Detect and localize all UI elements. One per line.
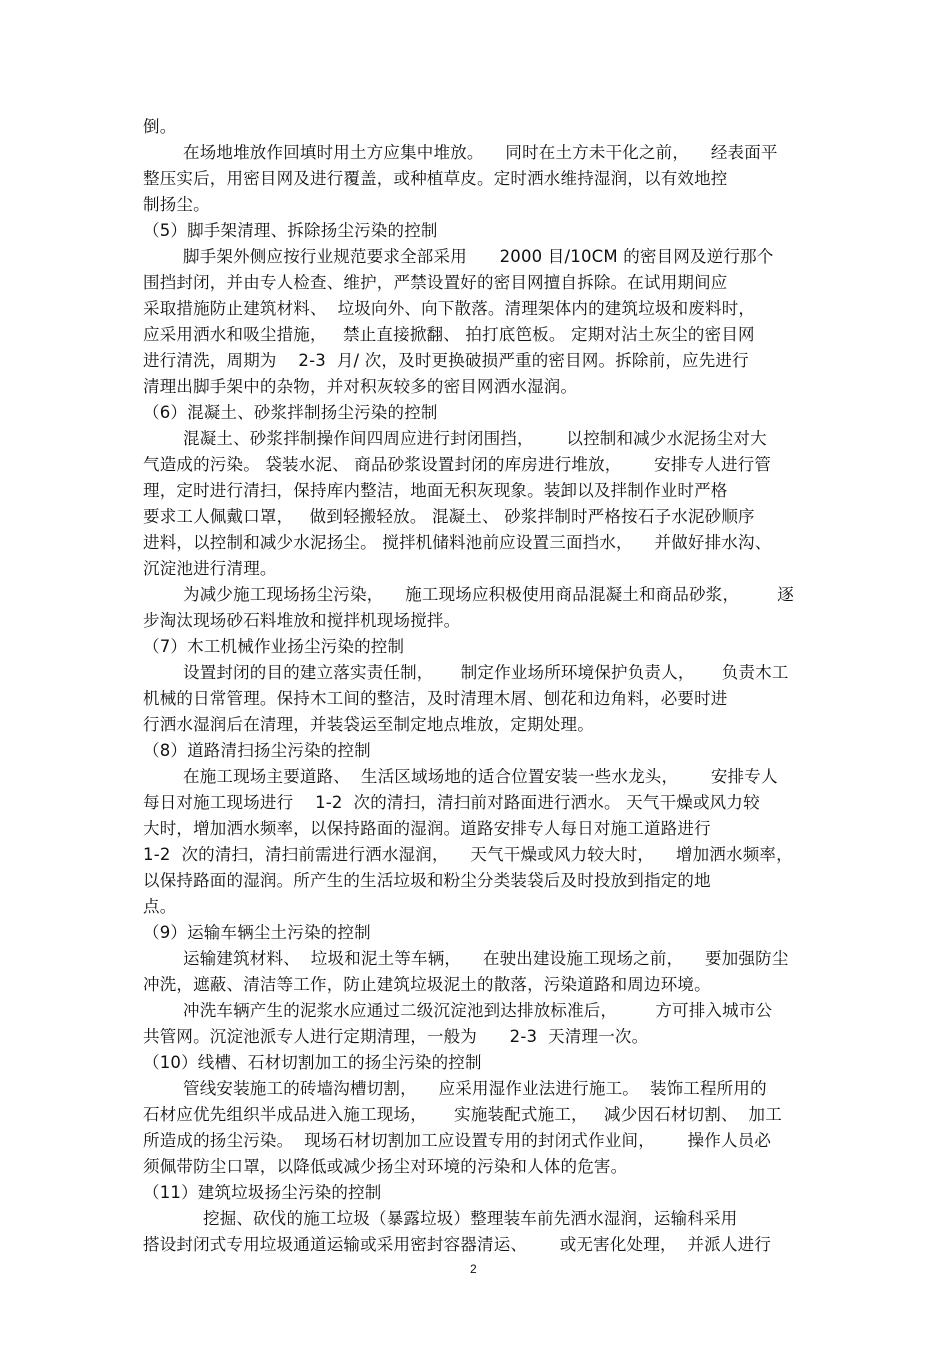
text-line: 须佩带防尘口罩，以降低或减少扬尘对环境的污染和人体的危害。 <box>143 1157 628 1176</box>
text-line: 整压实后，用密目网及进行覆盖，或种植草皮。定时洒水维持湿润，以有效地控 <box>143 169 728 188</box>
text-line: 脚手架外侧应按行业规范要求全部采用 2000 目/10CM 的密目网及逆行那个 <box>183 247 774 266</box>
text-line: 冲洗车辆产生的泥浆水应通过二级沉淀池到达排放标准后， 方可排入城市公 <box>183 1001 773 1020</box>
text-line: 挖掘、砍伐的施工垃圾（暴露垃圾）整理装车前先洒水湿润，运输科采用 <box>203 1209 738 1228</box>
text-line: 倒。 <box>143 117 177 136</box>
text-line: 在施工现场主要道路、 生活区域场地的适合位置安装一些水龙头， 安排专人 <box>183 767 778 786</box>
text-line: 机械的日常管理。保持木工间的整洁，及时清理木屑、刨花和边角料，必要时进 <box>143 689 728 708</box>
text-line: 所造成的扬尘污染。 现场石材切割加工应设置专用的封闭式作业间， 操作人员必 <box>143 1131 772 1150</box>
text-line: 沉淀池进行清理。 <box>143 559 277 578</box>
text-line: 进行清洗，周期为 2-3 月/ 次，及时更换破损严重的密目网。拆除前，应先进行 <box>143 351 749 370</box>
text-line: 冲洗，遮蔽、清洁等工作，防止建筑垃圾泥土的散落，污染道路和周边环境。 <box>143 975 711 994</box>
text-line: 搭设封闭式专用垃圾通道运输或采用密封容器清运、 或无害化处理， 并派人进行 <box>143 1235 772 1254</box>
text-line: 为减少施工现场扬尘污染， 施工现场应积极使用商品混凝土和商品砂浆， 逐 <box>183 585 794 604</box>
text-line: 设置封闭的目的建立落实责任制， 制定作业场所环境保护负责人， 负责木工 <box>183 663 789 682</box>
text-line: 点。 <box>143 897 177 916</box>
section-heading: （6）混凝土、砂浆拌制扬尘污染的控制 <box>143 403 438 422</box>
text-line: 要求工人佩戴口罩， 做到轻搬轻放。 混凝土、 砂浆拌制时严格按石子水泥砂顺序 <box>143 507 755 526</box>
text-line: 共管网。沉淀池派专人进行定期清理，一般为 2-3 天清理一次。 <box>143 1027 649 1046</box>
text-line: 运输建筑材料、 垃圾和泥土等车辆， 在驶出建设施工现场之前， 要加强防尘 <box>183 949 789 968</box>
section-heading: （7）木工机械作业扬尘污染的控制 <box>143 637 405 656</box>
text-line: 石材应优先组织半成品进入施工现场， 实施装配式施工， 减少因石材切割、 加工 <box>143 1105 782 1124</box>
section-heading: （5）脚手架清理、拆除扬尘污染的控制 <box>143 221 438 240</box>
text-line: 行洒水湿润后在清理，并装袋运至制定地点堆放，定期处理。 <box>143 715 594 734</box>
page-number: 2 <box>470 1262 477 1276</box>
section-heading: （8）道路清扫扬尘污染的控制 <box>143 741 371 760</box>
section-heading: （11）建筑垃圾扬尘污染的控制 <box>143 1183 382 1202</box>
text-line: 理，定时进行清扫，保持库内整洁，地面无积灰现象。装卸以及拌制作业时严格 <box>143 481 728 500</box>
section-heading: （9）运输车辆尘土污染的控制 <box>143 923 371 942</box>
text-line: 1-2 次的清扫，清扫前需进行洒水湿润， 天气干燥或风力较大时， 增加洒水频率， <box>143 845 793 864</box>
text-line: 应采用洒水和吸尘措施， 禁止直接掀翻、 拍打底笆板。 定期对沾土灰尘的密目网 <box>143 325 755 344</box>
text-line: 管线安装施工的砖墙沟槽切割， 应采用湿作业法进行施工。 装饰工程所用的 <box>183 1079 767 1098</box>
text-line: 气造成的污染。 袋装水泥、 商品砂浆设置封闭的库房进行堆放， 安排专人进行管 <box>143 455 772 474</box>
text-line: 在场地堆放作回填时用土方应集中堆放。 同时在土方未干化之前， 经表面平 <box>183 143 778 162</box>
section-heading: （10）线槽、石材切割加工的扬尘污染的控制 <box>143 1053 482 1072</box>
text-line: 以保持路面的湿润。所产生的生活垃圾和粉尘分类装袋后及时投放到指定的地 <box>143 871 711 890</box>
text-line: 制扬尘。 <box>143 195 210 214</box>
text-line: 步淘汰现场砂石料堆放和搅拌机现场搅拌。 <box>143 611 461 630</box>
text-line: 进料，以控制和减少水泥扬尘。 搅拌机储料池前应设置三面挡水， 并做好排水沟、 <box>143 533 772 552</box>
text-line: 混凝土、砂浆拌制操作间四周应进行封闭围挡， 以控制和减少水泥扬尘对大 <box>183 429 767 448</box>
text-line: 清理出脚手架中的杂物，并对积灰较多的密目网洒水湿润。 <box>143 377 578 396</box>
text-line: 采取措施防止建筑材料、 垃圾向外、向下散落。清理架体内的建筑垃圾和废料时， <box>143 299 756 318</box>
text-line: 围挡封闭，并由专人检查、维护，严禁设置好的密目网擅自拆除。在试用期间应 <box>143 273 728 292</box>
text-line: 大时，增加洒水频率，以保持路面的湿润。道路安排专人每日对施工道路进行 <box>143 819 711 838</box>
text-line: 每日对施工现场进行 1-2 次的清扫，清扫前对路面进行洒水。 天气干燥或风力较 <box>143 793 760 812</box>
